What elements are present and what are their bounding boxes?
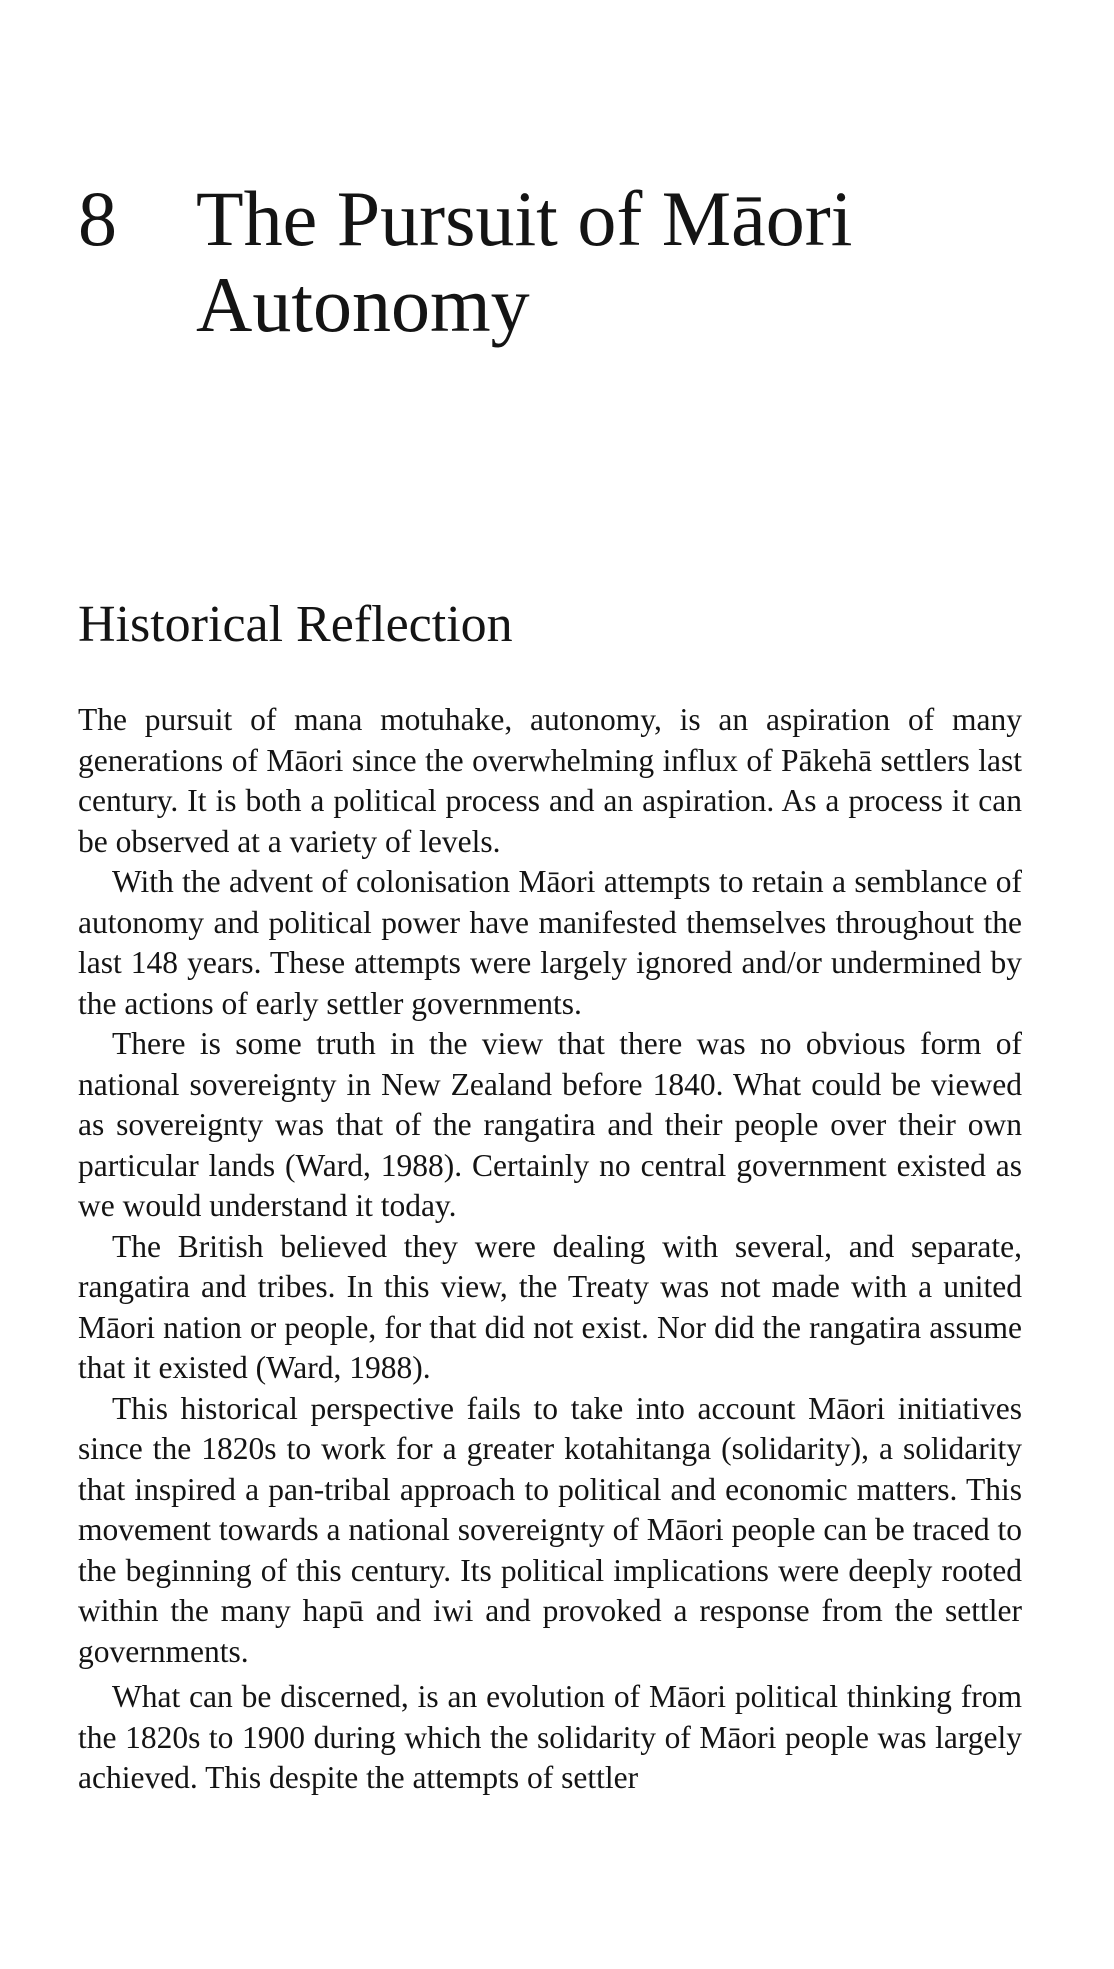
body-text [78,700,1022,1799]
chapter-heading [78,176,1038,348]
paragraph-3: There is some truth in the view that there was no obvious form of national sovereignty in New Zealand before 1840. What could be viewed as sovereignty was that of the rangatira and their people over their own particular lands (Ward, 1988). Certainly no central government existed as we would understand it today. [78,1026,1022,1223]
paragraph-1: The pursuit of mana motuhake, autonomy, is an aspiration of many generations of Māori since the overwhelming influx of Pākehā settlers last century. It is both a political process and an aspiration. As a process it can be observed at a variety of levels. [78,702,1022,859]
paragraph-6: What can be discerned, is an evolution of Māori political thinking from the 1820s to 1900 during which the solidarity of Māori people was largely achieved. This despite the attempts of settler [78,1679,1022,1795]
paragraph-2: With the advent of colonisation Māori attempts to retain a semblance of autonomy and political power have manifested themselves throughout the last 148 years. These attempts were largely ignored and/or undermined by the actions of early settler governments. [78,864,1022,1021]
chapter-title: The Pursuit of Māori Autonomy [196,175,853,348]
paragraph-4: The British believed they were dealing with several, and separate, rangatira and tribes. In this view, the Treaty was not made with a united Māori nation or people, for that did not exist. Nor did the rangatira assume that it existed (Ward, 1988). [78,1228,1022,1385]
section-heading: Historical Reflection [78,596,513,653]
chapter-number: 8 [78,175,117,262]
paragraph-5: This historical perspective fails to take into account Māori initiatives since the 1820s to work for a greater kotahitanga (solidarity), a solidarity that inspired a pan-tribal approach to political and economic matters. This movement towards a national sovereignty of Māori people can be traced to the beginning of this century. Its political implications were deeply rooted within the many hapū and iwi and provoked a response from the settler governments. [78,1390,1022,1669]
